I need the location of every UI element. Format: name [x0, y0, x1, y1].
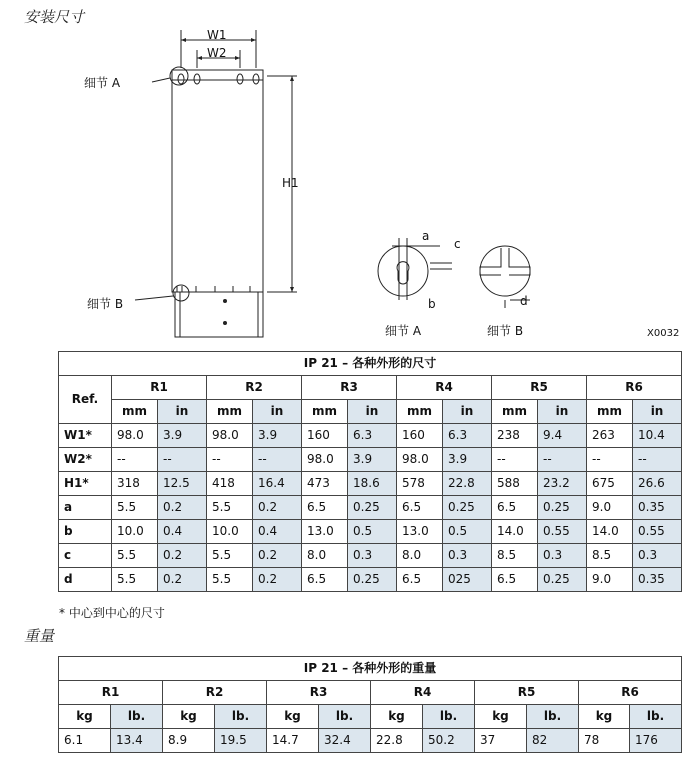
table-cell: 10.0: [112, 520, 158, 544]
table-cell: --: [112, 448, 158, 472]
table-cell: 8.5: [587, 544, 633, 568]
table-cell: 0.55: [633, 520, 682, 544]
table-cell: 0.55: [538, 520, 587, 544]
table-row: [59, 472, 682, 496]
unit-header: lb.: [111, 705, 163, 729]
table-row: [59, 496, 682, 520]
h1-label: H1: [282, 176, 299, 190]
row-ref: W1*: [59, 424, 112, 448]
table-cell: 10.0: [207, 520, 253, 544]
dimensions-caption: IP 21 – 各种外形的尺寸: [59, 352, 682, 376]
weight-title: 重量: [24, 627, 55, 645]
table-cell: 10.4: [633, 424, 682, 448]
table-cell: 160: [302, 424, 348, 448]
table-cell: 0.25: [443, 496, 492, 520]
row-ref: H1*: [59, 472, 112, 496]
ref-header: Ref.: [59, 376, 112, 424]
table-cell: 418: [207, 472, 253, 496]
unit-header: lb.: [215, 705, 267, 729]
table-cell: 6.5: [492, 496, 538, 520]
table-cell: 160: [397, 424, 443, 448]
table-cell: 13.4: [111, 729, 163, 753]
table-cell: 5.5: [112, 568, 158, 592]
table-cell: 6.5: [302, 568, 348, 592]
table-cell: 675: [587, 472, 633, 496]
dim-d-label: d: [520, 294, 528, 308]
table-cell: 22.8: [371, 729, 423, 753]
table-cell: 0.3: [443, 544, 492, 568]
unit-header: mm: [302, 400, 348, 424]
frame-header: R4: [397, 376, 492, 400]
w1-label: W1: [207, 28, 227, 42]
unit-header: mm: [492, 400, 538, 424]
table-cell: 263: [587, 424, 633, 448]
table-cell: 98.0: [302, 448, 348, 472]
frame-header: R5: [475, 681, 579, 705]
unit-header: kg: [579, 705, 630, 729]
unit-header: in: [253, 400, 302, 424]
table-cell: 318: [112, 472, 158, 496]
table-cell: 5.5: [112, 544, 158, 568]
table-cell: 82: [527, 729, 579, 753]
detail-a-enlarged: [378, 246, 428, 296]
table-cell: 98.0: [397, 448, 443, 472]
table-cell: 0.5: [443, 520, 492, 544]
table-cell: --: [633, 448, 682, 472]
frame-header: R1: [112, 376, 207, 400]
table-cell: 6.5: [302, 496, 348, 520]
table-cell: 6.5: [492, 568, 538, 592]
frame-header: R6: [579, 681, 682, 705]
table-cell: 13.0: [302, 520, 348, 544]
table-row: [59, 520, 682, 544]
dim-b-label: b: [428, 297, 436, 311]
table-cell: 0.2: [253, 544, 302, 568]
table-cell: 3.9: [158, 424, 207, 448]
unit-header: lb.: [423, 705, 475, 729]
table-cell: 8.5: [492, 544, 538, 568]
table-row: [59, 424, 682, 448]
drive-body-outline: [172, 70, 263, 292]
unit-header: lb.: [527, 705, 579, 729]
table-cell: 8.0: [397, 544, 443, 568]
table-cell: 9.0: [587, 568, 633, 592]
unit-header: lb.: [319, 705, 371, 729]
table-cell: 3.9: [253, 424, 302, 448]
w2-label: W2: [207, 46, 227, 60]
table-cell: 18.6: [348, 472, 397, 496]
table-cell: 0.4: [158, 520, 207, 544]
install-dimensions-title: 安装尺寸: [24, 8, 85, 26]
unit-header: mm: [112, 400, 158, 424]
detail-a-label: 细节 A: [385, 324, 422, 338]
table-cell: 0.35: [633, 496, 682, 520]
table-cell: 9.0: [587, 496, 633, 520]
table-cell: 6.5: [397, 496, 443, 520]
table-cell: 0.3: [633, 544, 682, 568]
unit-header: in: [348, 400, 397, 424]
frame-header: R3: [267, 681, 371, 705]
table-cell: 5.5: [207, 496, 253, 520]
table-cell: --: [587, 448, 633, 472]
table-cell: --: [158, 448, 207, 472]
table-cell: 0.25: [348, 568, 397, 592]
unit-header: kg: [475, 705, 527, 729]
table-cell: 0.3: [538, 544, 587, 568]
unit-header: in: [443, 400, 492, 424]
table-cell: 8.0: [302, 544, 348, 568]
table-cell: 5.5: [207, 544, 253, 568]
table-row: [59, 448, 682, 472]
table-cell: 176: [630, 729, 682, 753]
table-cell: 473: [302, 472, 348, 496]
weights-table: [58, 656, 682, 753]
table-cell: 9.4: [538, 424, 587, 448]
table-cell: 50.2: [423, 729, 475, 753]
unit-header: mm: [587, 400, 633, 424]
table-cell: 0.3: [348, 544, 397, 568]
row-ref: a: [59, 496, 112, 520]
table-cell: 5.5: [207, 568, 253, 592]
unit-header: mm: [397, 400, 443, 424]
detail-a-callout: 细节 A: [84, 76, 121, 90]
table-cell: 14.0: [587, 520, 633, 544]
unit-header: kg: [371, 705, 423, 729]
row-ref: b: [59, 520, 112, 544]
table-cell: 6.3: [348, 424, 397, 448]
frame-header: R4: [371, 681, 475, 705]
unit-header: kg: [163, 705, 215, 729]
unit-header: lb.: [630, 705, 682, 729]
unit-header: in: [158, 400, 207, 424]
table-cell: 3.9: [443, 448, 492, 472]
table-cell: 0.2: [253, 568, 302, 592]
table-cell: 588: [492, 472, 538, 496]
table-cell: 0.2: [158, 544, 207, 568]
detail-b-callout: 细节 B: [87, 297, 124, 311]
table-cell: 0.5: [348, 520, 397, 544]
table-cell: 238: [492, 424, 538, 448]
table-cell: 37: [475, 729, 527, 753]
table-cell: 0.25: [538, 496, 587, 520]
frame-header: R6: [587, 376, 682, 400]
table-cell: 6.1: [59, 729, 111, 753]
frame-header: R1: [59, 681, 163, 705]
table-cell: 6.3: [443, 424, 492, 448]
table-cell: 5.5: [112, 496, 158, 520]
table-row: [59, 568, 682, 592]
table-cell: 8.9: [163, 729, 215, 753]
dim-c-label: c: [454, 237, 461, 251]
drawing-code: X0032: [647, 328, 680, 339]
unit-header: in: [633, 400, 682, 424]
table-cell: 0.4: [253, 520, 302, 544]
table-cell: 78: [579, 729, 630, 753]
table-cell: 19.5: [215, 729, 267, 753]
table-cell: 98.0: [207, 424, 253, 448]
table-cell: 0.2: [253, 496, 302, 520]
table-cell: 12.5: [158, 472, 207, 496]
table-cell: 26.6: [633, 472, 682, 496]
table-cell: 0.2: [158, 568, 207, 592]
table-cell: 6.5: [397, 568, 443, 592]
table-cell: 14.0: [492, 520, 538, 544]
drive-bottom-box: [175, 292, 263, 337]
detail-b-enlarged: [480, 246, 530, 296]
table-cell: --: [207, 448, 253, 472]
table-cell: 0.2: [158, 496, 207, 520]
frame-header: R2: [163, 681, 267, 705]
table-cell: 0.35: [633, 568, 682, 592]
table-cell: 0.25: [538, 568, 587, 592]
row-ref: d: [59, 568, 112, 592]
dimensions-table: [58, 351, 682, 592]
table-cell: --: [492, 448, 538, 472]
unit-header: mm: [207, 400, 253, 424]
dim-a-label: a: [422, 229, 430, 243]
frame-header: R2: [207, 376, 302, 400]
table-cell: 0.25: [348, 496, 397, 520]
frame-header: R3: [302, 376, 397, 400]
table-cell: 98.0: [112, 424, 158, 448]
table-cell: 578: [397, 472, 443, 496]
frame-header: R5: [492, 376, 587, 400]
table-cell: 025: [443, 568, 492, 592]
table-cell: --: [253, 448, 302, 472]
table-cell: 23.2: [538, 472, 587, 496]
row-ref: W2*: [59, 448, 112, 472]
footnote: * 中心到中心的尺寸: [59, 606, 165, 620]
unit-header: kg: [59, 705, 111, 729]
table-cell: 3.9: [348, 448, 397, 472]
row-ref: c: [59, 544, 112, 568]
detail-b-label: 细节 B: [487, 324, 524, 338]
table-cell: 22.8: [443, 472, 492, 496]
weights-caption: IP 21 – 各种外形的重量: [59, 657, 682, 681]
unit-header: kg: [267, 705, 319, 729]
table-cell: --: [538, 448, 587, 472]
table-row: [59, 544, 682, 568]
unit-header: in: [538, 400, 587, 424]
table-cell: 13.0: [397, 520, 443, 544]
table-cell: 32.4: [319, 729, 371, 753]
table-cell: 16.4: [253, 472, 302, 496]
table-cell: 14.7: [267, 729, 319, 753]
